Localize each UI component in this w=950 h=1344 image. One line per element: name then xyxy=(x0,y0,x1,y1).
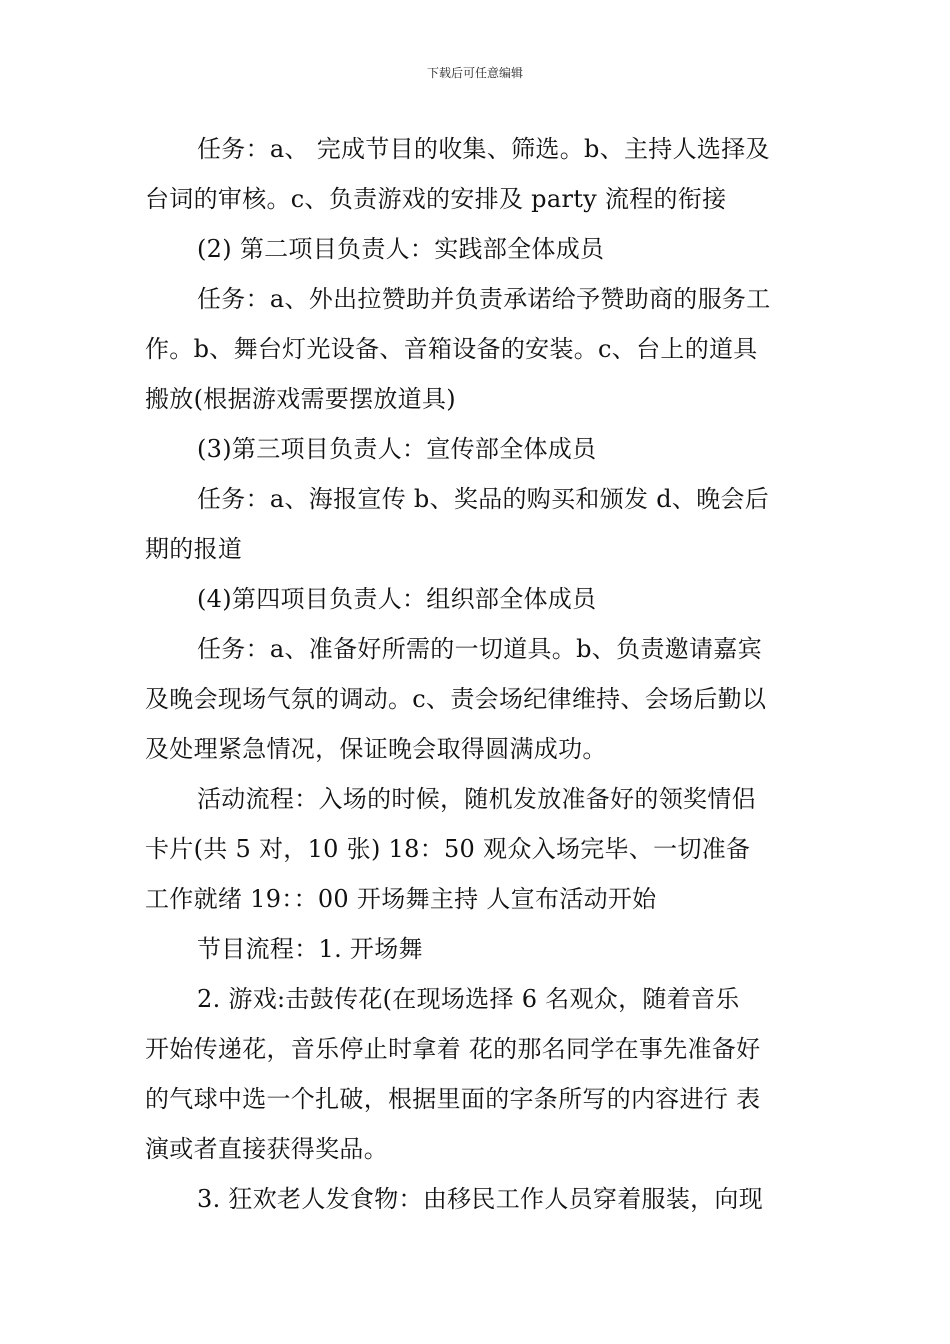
text-line: 工作就绪 19：：00 开场舞主持 人宣布活动开始 xyxy=(145,885,657,913)
document-body xyxy=(145,124,810,1224)
text-line: 及处理紧急情况，保证晚会取得圆满成功。 xyxy=(145,735,607,763)
text-line: 节目流程：1. 开场舞 xyxy=(197,935,423,963)
text-line: 搬放(根据游戏需要摆放道具) xyxy=(145,385,456,413)
text-line: 任务：a、 完成节目的收集、筛选。b、主持人选择及 xyxy=(197,135,770,163)
text-line: 2. 游戏:击鼓传花(在现场选择 6 名观众，随着音乐 xyxy=(197,985,740,1013)
text-line: (4)第四项目负责人：组织部全体成员 xyxy=(197,585,597,613)
page-header: 下载后可任意编辑 xyxy=(426,66,523,80)
text-line: 卡片(共 5 对，10 张) 18：50 观众入场完毕、一切准备 xyxy=(145,835,751,863)
text-line: 的气球中选一个扎破，根据里面的字条所写的内容进行 表 xyxy=(145,1085,761,1113)
text-line: 3. 狂欢老人发食物：由移民工作人员穿着服装，向现 xyxy=(197,1185,764,1213)
text-line: 任务：a、外出拉赞助并负责承诺给予赞助商的服务工 xyxy=(197,285,771,313)
text-line: (3)第三项目负责人：宣传部全体成员 xyxy=(197,435,597,463)
body-text xyxy=(145,124,810,1224)
text-line: 期的报道 xyxy=(145,535,243,563)
text-line: 开始传递花，音乐停止时拿着 花的那名同学在事先准备好 xyxy=(145,1035,761,1063)
text-line: 台词的审核。c、负责游戏的安排及 party 流程的衔接 xyxy=(145,185,727,213)
text-line: 演或者直接获得奖品。 xyxy=(145,1135,388,1163)
text-line: 任务：a、海报宣传 b、奖品的购买和颁发 d、晚会后 xyxy=(197,485,770,513)
text-line: (2) 第二项目负责人：实践部全体成员 xyxy=(197,235,605,263)
text-line: 活动流程：入场的时候，随机发放准备好的领奖情侣 xyxy=(197,785,756,813)
text-line: 任务：a、准备好所需的一切道具。b、负责邀请嘉宾 xyxy=(197,635,762,663)
text-line: 及晚会现场气氛的调动。c、责会场纪律维持、会场后勤以 xyxy=(145,685,767,713)
text-line: 作。b、舞台灯光设备、音箱设备的安装。c、台上的道具 xyxy=(145,335,758,363)
